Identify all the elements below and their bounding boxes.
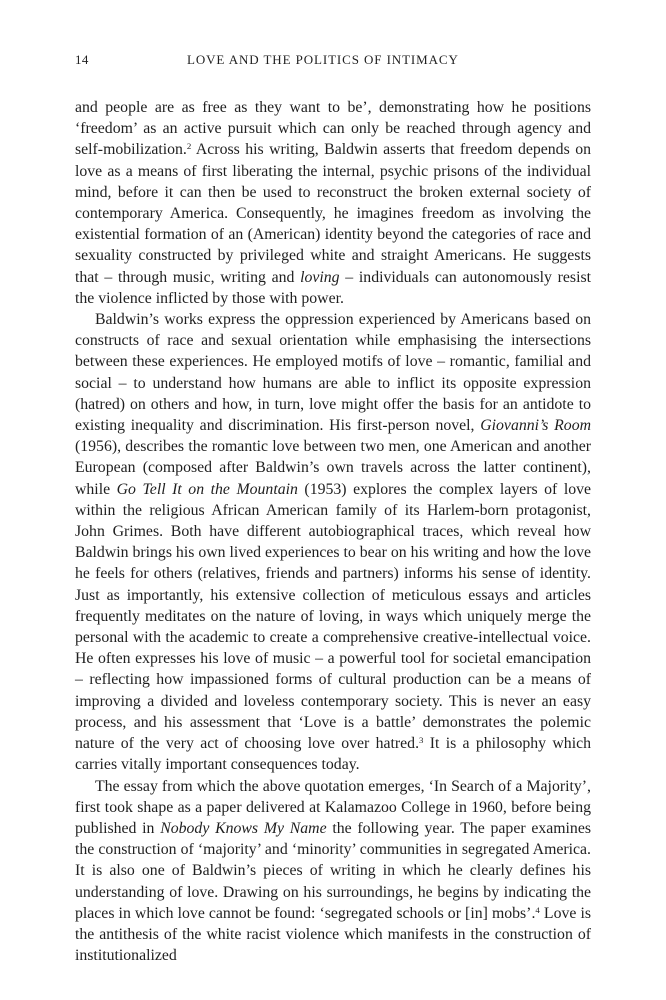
running-title: LOVE AND THE POLITICS OF INTIMACY	[187, 52, 459, 67]
body-text-segment: – individuals can autonomously resist the violence inflicted by those with power.	[75, 268, 592, 307]
italic-title: Nobody Knows My Name	[160, 819, 327, 837]
paragraph-1	[75, 97, 591, 309]
body-text-segment: The essay from which the above quotation emerges, ‘In Search of a Majority’, first took shape as a paper delivered at Kalamazoo College in 1960, before being published in	[75, 777, 591, 837]
italic-title: Go Tell It on the Mountain	[116, 480, 298, 498]
body-text-segment: Across his writing, Baldwin asserts that freedom depends on love as a means of first liberating the internal, psychic prisons of the individual mind, before it can then be used to reconstruct the broken external society of contemporary America. Consequently, he imagines freedom as involving the existential formation of an (American) identity beyond the categories of race and sexuality constructed by privileged white and straight Americans. He suggests that – through music, writing and	[75, 141, 591, 286]
page-number: 14	[75, 52, 89, 67]
body-text-segment: the following year. The paper examines the construction of ‘majority’ and ‘minority’ communities in segregated America. It is also one of Baldwin’s pieces of writing in which he clearly defines his understanding of love. Drawing on his surroundings, he begins by indicating the places in which love cannot be found: ‘segregated schools or [in] mobs’.	[75, 819, 591, 922]
body-text-segment: (1956), describes the romantic love between two men, one American and another European (composed after Baldwin’s own travels across the latter continent), while	[75, 438, 591, 498]
body-text-segment: (1953) explores the complex layers of love within the religious African American family of its Harlem-born protagonist, John Grimes. Both have different autobiographical traces, which reveal how Baldwin brings his own lived experiences to bear on his writing and how the love he feels for others (relatives, friends and partners) informs his sense of identity. Just as importantly, his extensive collection of meticulous essays and articles frequently meditates on the nature of loving, in ways which uniquely merge the personal with the academic to create a comprehensive creative-intellectual voice. He often expresses his love of music – a powerful tool for societal emancipation – reflecting how impassioned forms of cultural production can be a means of improving a divided and loveless contemporary society. This is never an easy process, and his assessment that ‘Love is a battle’ demonstrates the polemic nature of the very act of choosing love over hatred.	[75, 480, 592, 753]
body-text	[75, 97, 591, 966]
footnote-marker: 3	[419, 735, 424, 746]
running-header	[75, 52, 591, 72]
italic-title: loving	[300, 268, 340, 286]
italic-title: Giovanni’s Room	[480, 417, 591, 435]
paragraph-2	[75, 309, 591, 775]
body-text-segment: Love is the antithesis of the white racist violence which manifests in the construction of institutionalized	[75, 904, 591, 965]
body-text-segment: It is a philosophy which carries vitally important consequences today.	[75, 735, 591, 774]
body-text-segment: and people are as free as they want to be’, demonstrating how he positions ‘freedom’ as an active pursuit which can only be reached through agency and self-mobilization.	[75, 99, 591, 159]
footnote-marker: 4	[535, 904, 540, 915]
paragraph-3	[75, 776, 591, 967]
body-text-segment: Baldwin’s works express the oppression experienced by Americans based on constructs of race and sexual orientation while emphasising the intersections between these experiences. He employed motifs of love – romantic, familial and social – to understand how humans are able to inflict its opposite expression (hatred) on others and how, in turn, love might offer the basis for an antidote to existing inequality and discrimination. His first-person novel,	[75, 311, 591, 435]
footnote-marker: 2	[186, 141, 192, 152]
